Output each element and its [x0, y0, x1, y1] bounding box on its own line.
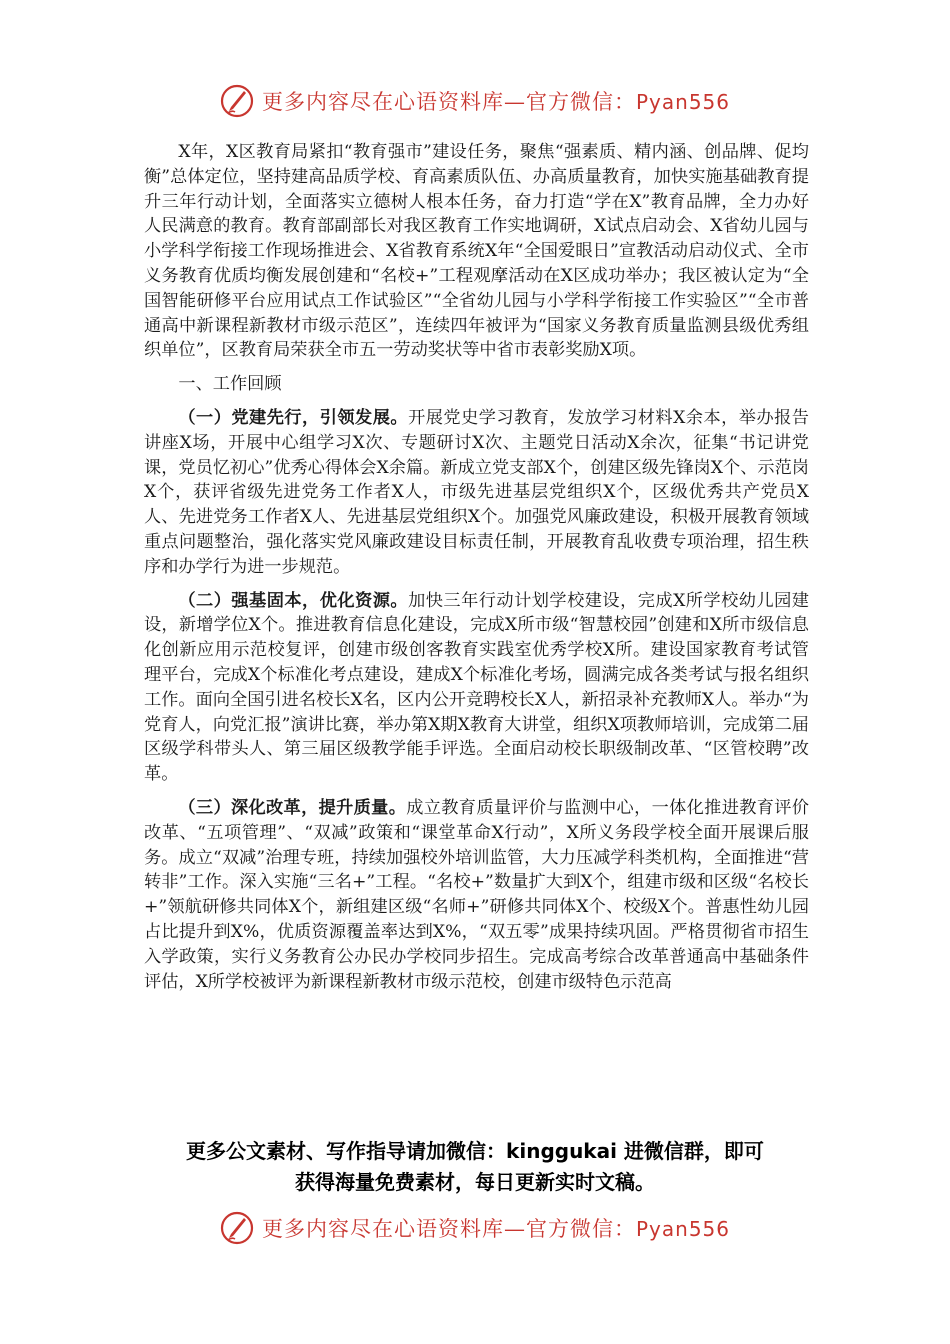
watermark-text: 更多内容尽在心语资料库—官方微信：Pyan556: [261, 1217, 730, 1241]
watermark-footer: [0, 1211, 950, 1245]
section-paragraph-1: [144, 406, 809, 580]
quill-pen-logo-icon: [220, 1211, 254, 1245]
section-paragraph-3: [144, 796, 809, 994]
section-lead-2: （二）强基固本，优化资源。: [178, 590, 409, 611]
quill-pen-logo-icon: [220, 84, 254, 118]
document-body: [144, 140, 809, 1003]
section-heading: 一、工作回顾: [178, 374, 282, 395]
section-paragraph-2: [144, 589, 809, 787]
promo-line-1: 更多公文素材、写作指导请加微信：kinggukai 进微信群，即可: [186, 1139, 764, 1163]
watermark-header: [0, 84, 950, 118]
section-lead-3: （三）深化改革，提升质量。: [178, 797, 407, 818]
section-body-1: 开展党史学习教育，发放学习材料X余本，举办报告讲座X场，开展中心组学习X次、专题研讨X次、主题党日活动X余次，征集“书记讲党课，党员忆初心”优秀心得体会X余篇。新成立党支部X个，创建区级先锋岗X个、示范岗X个，获评省级先进党务工作者X人，市级先进基层党组织X个，区级优秀共产党员X人、先进党务工作者X人、先进基层党组织X个。加强党风廉政建设，积极开展教育领域重点问题整治，强化落实党风廉政建设目标责任制，开展教育乱收费专项治理，招生秩序和办学行为进一步规范。: [144, 407, 809, 577]
promo-banner: [0, 1136, 950, 1198]
section-lead-1: （一）党建先行，引领发展。: [178, 407, 409, 428]
intro-paragraph: X年，X区教育局紧扣“教育强市”建设任务，聚焦“强素质、精内涵、创品牌、促均衡”总体定位，坚持建高品质学校、育高素质队伍、办高质量教育，加快实施基础教育提升三年行动计划，全面落实立德树人根本任务，奋力打造“学在X”教育品牌，全力办好人民满意的教育。教育部副部长对我区教育工作实地调研，X试点启动会、X省幼儿园与小学科学衔接工作现场推进会、X省教育系统X年“全国爱眼日”宣教活动启动仪式、全市义务教育优质均衡发展创建和“名校+”工程观摩活动在X区成功举办；我区被认定为“全国智能研修平台应用试点工作试验区”“全省幼儿园与小学科学衔接工作实验区”“全市普通高中新课程新教材市级示范区”，连续四年被评为“国家义务教育质量监测县级优秀组织单位”，区教育局荣获全市五一劳动奖状等中省市表彰奖励X项。: [144, 142, 809, 361]
watermark-text: 更多内容尽在心语资料库—官方微信：Pyan556: [261, 90, 730, 114]
promo-line-2: 获得海量免费素材，每日更新实时文稿。: [295, 1170, 655, 1194]
section-body-2: 加快三年行动计划学校建设，完成X所学校幼儿园建设，新增学位X个。推进教育信息化建设，完成X所市级“智慧校园”创建和X所市级信息化创新应用示范校复评，创建市级创客教育实践室优秀学校X所。建设国家教育考试管理平台，完成X个标准化考点建设，建成X个标准化考场，圆满完成各类考试与报名组织工作。面向全国引进名校长X名，区内公开竞聘校长X人，新招录补充教师X人。举办“为党育人，向党汇报”演讲比赛，举办第X期X教育大讲堂，组织X项教师培训，完成第二届区级学科带头人、第三届区级教学能手评选。全面启动校长职级制改革、“区管校聘”改革。: [144, 590, 809, 785]
section-body-3: 成立教育质量评价与监测中心，一体化推进教育评价改革、“五项管理”、“双减”政策和“课堂革命X行动”，X所义务段学校全面开展课后服务。成立“双减”治理专班，持续加强校外培训监管，大力压减学科类机构，全面推进“营转非”工作。深入实施“三名+”工程。“名校+”数量扩大到X个，组建市级和区级“名校长+”领航研修共同体X个，新组建区级“名师+”研修共同体X个、校级X个。普惠性幼儿园占比提升到X%，优质资源覆盖率达到X%，“双五零”成果持续巩固。严格贯彻省市招生入学政策，实行义务教育公办民办学校同步招生。完成高考综合改革普通高中基础条件评估，X所学校被评为新课程新教材市级示范校，创建市级特色示范高: [144, 797, 809, 992]
